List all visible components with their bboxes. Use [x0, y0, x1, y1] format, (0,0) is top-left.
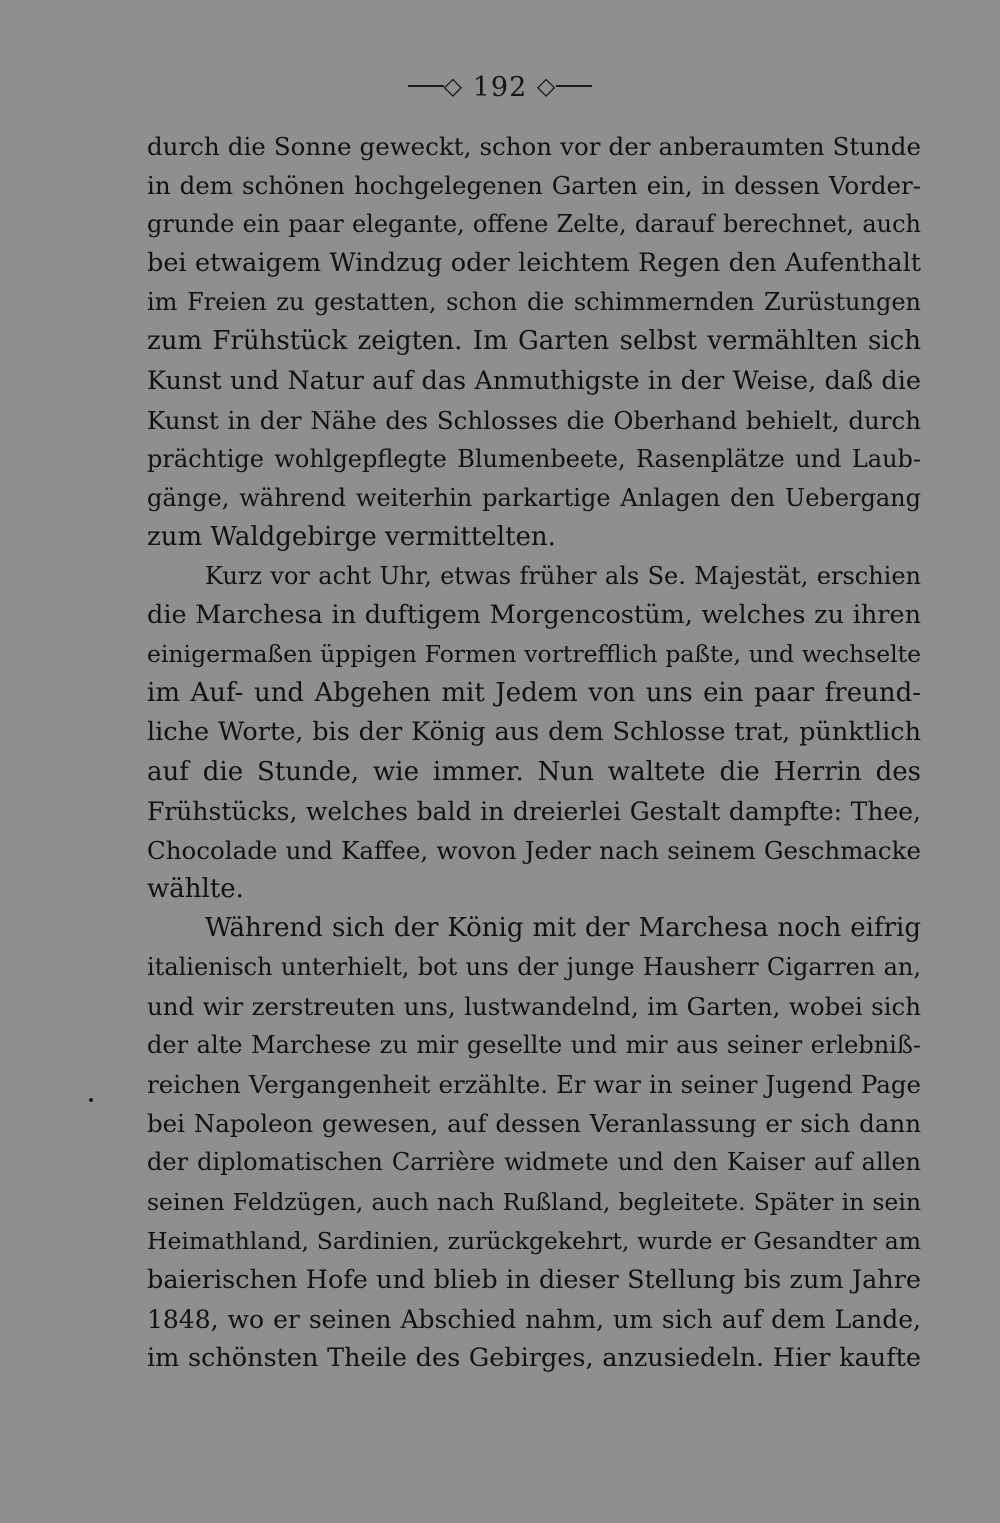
- text-line: Frühstücks, welches bald in dreierlei Gestalt dampfte: Thee,: [147, 796, 921, 826]
- text-line: Während sich der König mit der Marchesa noch eifrig: [205, 912, 921, 943]
- text-line: Kunst in der Nähe des Schlosses die Oberhand behielt, durch: [147, 405, 921, 435]
- text-line: wählte.: [147, 873, 244, 904]
- text-line: bei etwaigem Windzug oder leichtem Regen den Aufenthalt: [147, 248, 921, 279]
- text-line: der alte Marchese zu mir gesellte und mir aus seiner erlebniß-: [147, 1031, 921, 1060]
- text-line: auf die Stunde, wie immer. Nun waltete die Herrin des: [147, 756, 921, 787]
- page-header: [0, 72, 1000, 103]
- page-number: 192: [472, 72, 528, 103]
- text-line: zum Waldgebirge vermittelten.: [147, 521, 556, 552]
- text-line: im Freien zu gestatten, schon die schimmernden Zurüstungen: [147, 288, 921, 317]
- text-line: in dem schönen hochgelegenen Garten ein, in dessen Vorder-: [147, 171, 921, 201]
- text-line: seinen Feldzügen, auch nach Rußland, begleitete. Später in sein: [147, 1187, 921, 1216]
- text-line: Heimathland, Sardinien, zurückgekehrt, wurde er Gesandter am: [147, 1226, 921, 1255]
- text-line: die Marchesa in duftigem Morgencostüm, welches zu ihren: [147, 600, 921, 631]
- text-line: liche Worte, bis der König aus dem Schlosse trat, pünktlich: [147, 717, 921, 748]
- text-line: gänge, während weiterhin parkartige Anlagen den Uebergang: [147, 483, 921, 512]
- text-line: italienisch unterhielt, bot uns der junge Hausherr Cigarren an,: [147, 952, 921, 981]
- text-line: 1848, wo er seinen Abschied nahm, um sich auf dem Lande,: [147, 1304, 921, 1334]
- text-line: durch die Sonne geweckt, schon vor der anberaumten Stunde: [147, 132, 921, 161]
- text-line: bei Napoleon gewesen, auf dessen Veranlassung er sich dann: [147, 1109, 921, 1139]
- text-line: prächtige wohlgepflegte Blumenbeete, Rasenplätze und Laub-: [147, 444, 921, 473]
- text-line: Kunst und Natur auf das Anmuthigste in der Weise, daß die: [147, 365, 921, 396]
- text-line: einigermaßen üppigen Formen vortrefflich paßte, und wechselte: [147, 640, 921, 669]
- body-text: [147, 127, 921, 1378]
- text-line: baierischen Hofe und blieb in dieser Stellung bis zum Jahre: [147, 1264, 921, 1295]
- text-line: Kurz vor acht Uhr, etwas früher als Se. Majestät, erschien: [205, 562, 921, 591]
- header-rule-left: [408, 85, 444, 87]
- text-line: im Auf- und Abgehen mit Jedem von uns ein paar freund-: [147, 678, 921, 709]
- text-line: grunde ein paar elegante, offene Zelte, darauf berechnet, auch: [147, 210, 921, 239]
- text-line: reichen Vergangenheit erzählte. Er war in seiner Jugend Page: [147, 1070, 921, 1100]
- text-line: und wir zerstreuten uns, lustwandelnd, im Garten, wobei sich: [147, 992, 921, 1022]
- ink-speck: [89, 1098, 93, 1102]
- text-line: im schönsten Theile des Gebirges, anzusiedeln. Hier kaufte: [147, 1342, 921, 1373]
- ornament-left-icon: ◇: [443, 72, 464, 100]
- text-line: der diplomatischen Carrière widmete und den Kaiser auf allen: [147, 1148, 921, 1177]
- text-line: zum Frühstück zeigten. Im Garten selbst vermählten sich: [147, 326, 921, 357]
- ornament-right-icon: ◇: [536, 72, 557, 100]
- header-rule-right: [556, 85, 592, 87]
- text-line: Chocolade und Kaffee, wovon Jeder nach seinem Geschmacke: [147, 835, 921, 865]
